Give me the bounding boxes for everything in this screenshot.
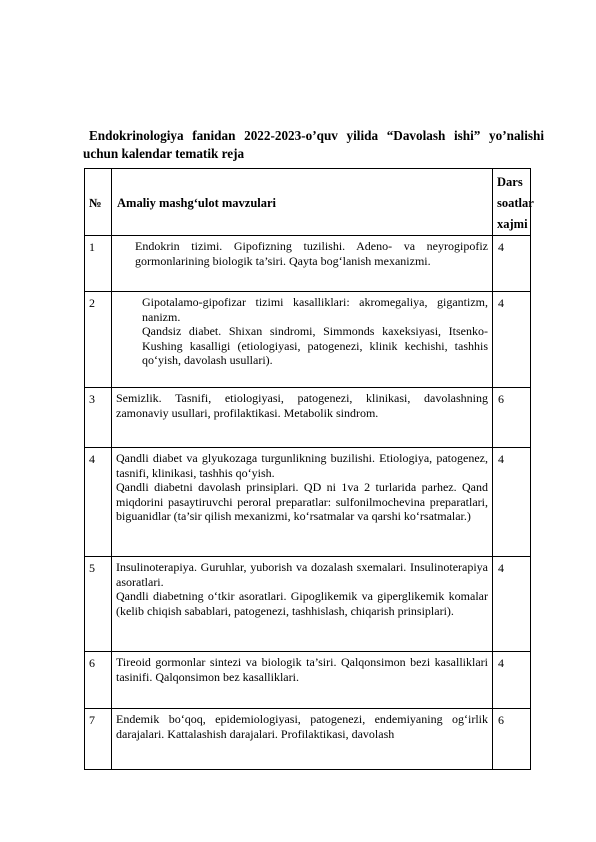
row-number: 6 bbox=[85, 652, 112, 709]
row-topic bbox=[112, 448, 493, 557]
table-row bbox=[85, 709, 531, 770]
row-hours: 4 bbox=[493, 557, 531, 652]
header-hours-line-1: Dars bbox=[497, 175, 523, 189]
row-hours: 4 bbox=[493, 652, 531, 709]
table-row bbox=[85, 557, 531, 652]
header-hours bbox=[493, 169, 534, 236]
table-header-row bbox=[85, 169, 531, 236]
row-hours: 4 bbox=[493, 292, 531, 388]
row-hours: 4 bbox=[493, 448, 531, 557]
row-hours: 6 bbox=[493, 709, 531, 770]
header-hours-line-3: xajmi bbox=[497, 217, 528, 231]
row-number: 1 bbox=[85, 236, 112, 292]
topic-paragraph: Gipotalamo-gipofizar tizimi kasalliklari: akromegaliya, gigantizm, nanizm. bbox=[142, 295, 488, 324]
row-number: 3 bbox=[85, 388, 112, 448]
topic-paragraph: Tireoid gormonlar sintezi va biologik ta’siri. Qalqonsimon bezi kasalliklari tasinifi. Qalqonsimon bez kasalliklari. bbox=[116, 655, 488, 684]
topic-paragraph: Qandli diabet va glyukozaga turgunlikning buzilishi. Etiologiya, patogenez, tasnifi, klinikasi, tashhis qo‘yish. bbox=[116, 451, 488, 480]
table-row bbox=[85, 292, 531, 388]
row-number: 2 bbox=[85, 292, 112, 388]
row-hours: 4 bbox=[493, 236, 531, 292]
row-topic bbox=[112, 388, 493, 448]
calendar-plan-table bbox=[84, 168, 534, 770]
topic-paragraph: Qandli diabetning o‘tkir asoratlari. Gipoglikemik va giperglikemik komalar (kelib chiqish sabablari, patogenezi, tashhislash, chiqarish prinsiplari). bbox=[116, 589, 488, 618]
topic-paragraph: Endemik bo‘qoq, epidemiologiyasi, patogenezi, endemiyaning og‘irlik darajalari. Kattalashish darajalari. Profilaktikasi, davolash bbox=[116, 712, 488, 741]
header-topic: Amaliy mashg‘ulot mavzulari bbox=[112, 169, 493, 236]
topic-paragraph: Qandli diabetni davolash prinsiplari. QD ni 1va 2 turlarida parhez. Qand miqdorini pasaytiruvchi peroral preparatlar: sulfonilmochevina preparatlari, biguanidlar (ta’sir qilish mexanizmi, ko‘rsatmalar va qarshi ko‘rsatmalar.) bbox=[116, 480, 488, 524]
row-hours: 6 bbox=[493, 388, 531, 448]
topic-paragraph: Semizlik. Tasnifi, etiologiyasi, patogenezi, klinikasi, davolashning zamonaviy usullari, profilaktikasi. Metabolik sindrom. bbox=[116, 391, 488, 420]
table-row bbox=[85, 652, 531, 709]
topic-paragraph: Insulinoterapiya. Guruhlar, yuborish va dozalash sxemalari. Insulinoterapiya asoratlari. bbox=[116, 560, 488, 589]
topic-paragraph: Qandsiz diabet. Shixan sindromi, Simmonds kaxeksiyasi, Itsenko-Kushing kasalligi (etiologiyasi, patogenezi, klinik kechishi, tashhis qo‘yish, davolash usullari). bbox=[142, 324, 488, 368]
row-topic bbox=[112, 236, 493, 292]
row-topic bbox=[112, 652, 493, 709]
row-topic bbox=[112, 709, 493, 770]
header-hours-line-2: soatlar bbox=[497, 196, 534, 210]
title-line-1: Endokrinologiya fanidan 2022-2023-o’quv yilida “Davolash ishi” yo’nalishi bbox=[89, 128, 544, 143]
row-topic bbox=[112, 292, 493, 388]
title-line-2: uchun kalendar tematik reja bbox=[83, 146, 245, 161]
table-row bbox=[85, 388, 531, 448]
table-row bbox=[85, 236, 531, 292]
document-title bbox=[83, 127, 544, 163]
header-number: № bbox=[85, 169, 112, 236]
row-topic bbox=[112, 557, 493, 652]
topic-paragraph: Endokrin tizimi. Gipofizning tuzilishi. Adeno- va neyrogipofiz gormonlarining biologik ta’siri. Qayta bog‘lanish mexanizmi. bbox=[135, 239, 488, 268]
row-number: 5 bbox=[85, 557, 112, 652]
row-number: 4 bbox=[85, 448, 112, 557]
table-row bbox=[85, 448, 531, 557]
row-number: 7 bbox=[85, 709, 112, 770]
